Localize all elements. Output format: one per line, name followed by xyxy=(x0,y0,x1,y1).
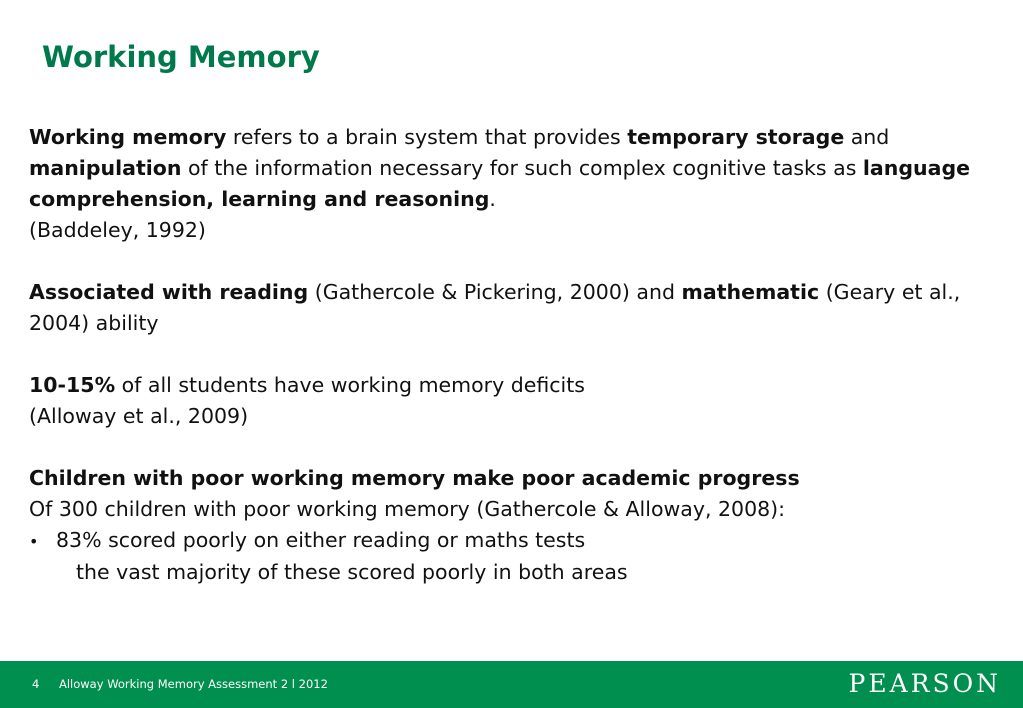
prevalence-paragraph: 10-15% of all students have working memory deficits xyxy=(29,373,585,397)
slide-title: Working Memory xyxy=(42,40,320,74)
footer-caption: Alloway Working Memory Assessment 2 l 2012 xyxy=(58,677,328,691)
page-number: 4 xyxy=(32,677,40,691)
spacer xyxy=(29,246,989,277)
bullet-sub-text: the vast majority of these scored poorly in both areas xyxy=(76,560,628,584)
spacer xyxy=(29,339,989,370)
term-temporary-storage: temporary storage xyxy=(627,125,845,149)
pearson-logo: PEARSON xyxy=(848,669,1001,698)
term-manipulation: manipulation xyxy=(29,156,182,180)
citation-alloway: (Alloway et al., 2009) xyxy=(29,404,249,428)
bullet-item xyxy=(29,525,989,557)
citation-baddeley: (Baddeley, 1992) xyxy=(29,218,206,242)
term-mathematic: mathematic xyxy=(681,280,820,304)
term-reading: Associated with reading xyxy=(29,280,309,304)
study-line: Of 300 children with poor working memory (Gathercole & Alloway, 2008): xyxy=(29,497,786,521)
definition-paragraph: Working memory refers to a brain system that provides temporary storage and manipulation of the information necessary for such complex cognitive tasks as language comprehension, learning and reasoning. xyxy=(29,125,971,211)
term-percentage: 10-15% xyxy=(29,373,116,397)
association-paragraph: Associated with reading (Gathercole & Pickering, 2000) and mathematic (Geary et al., 2004) ability xyxy=(29,280,961,335)
bullet-icon: • xyxy=(29,532,39,551)
term-cognitive-tasks: language comprehension, learning and reasoning xyxy=(29,156,971,211)
term-working-memory: Working memory xyxy=(29,125,227,149)
bullet-text: 83% scored poorly on either reading or maths tests xyxy=(56,528,586,552)
slide-content xyxy=(29,122,989,588)
footer-bar xyxy=(0,661,1023,708)
spacer xyxy=(29,432,989,463)
progress-heading: Children with poor working memory make poor academic progress xyxy=(29,466,800,490)
footer-text xyxy=(32,677,328,691)
